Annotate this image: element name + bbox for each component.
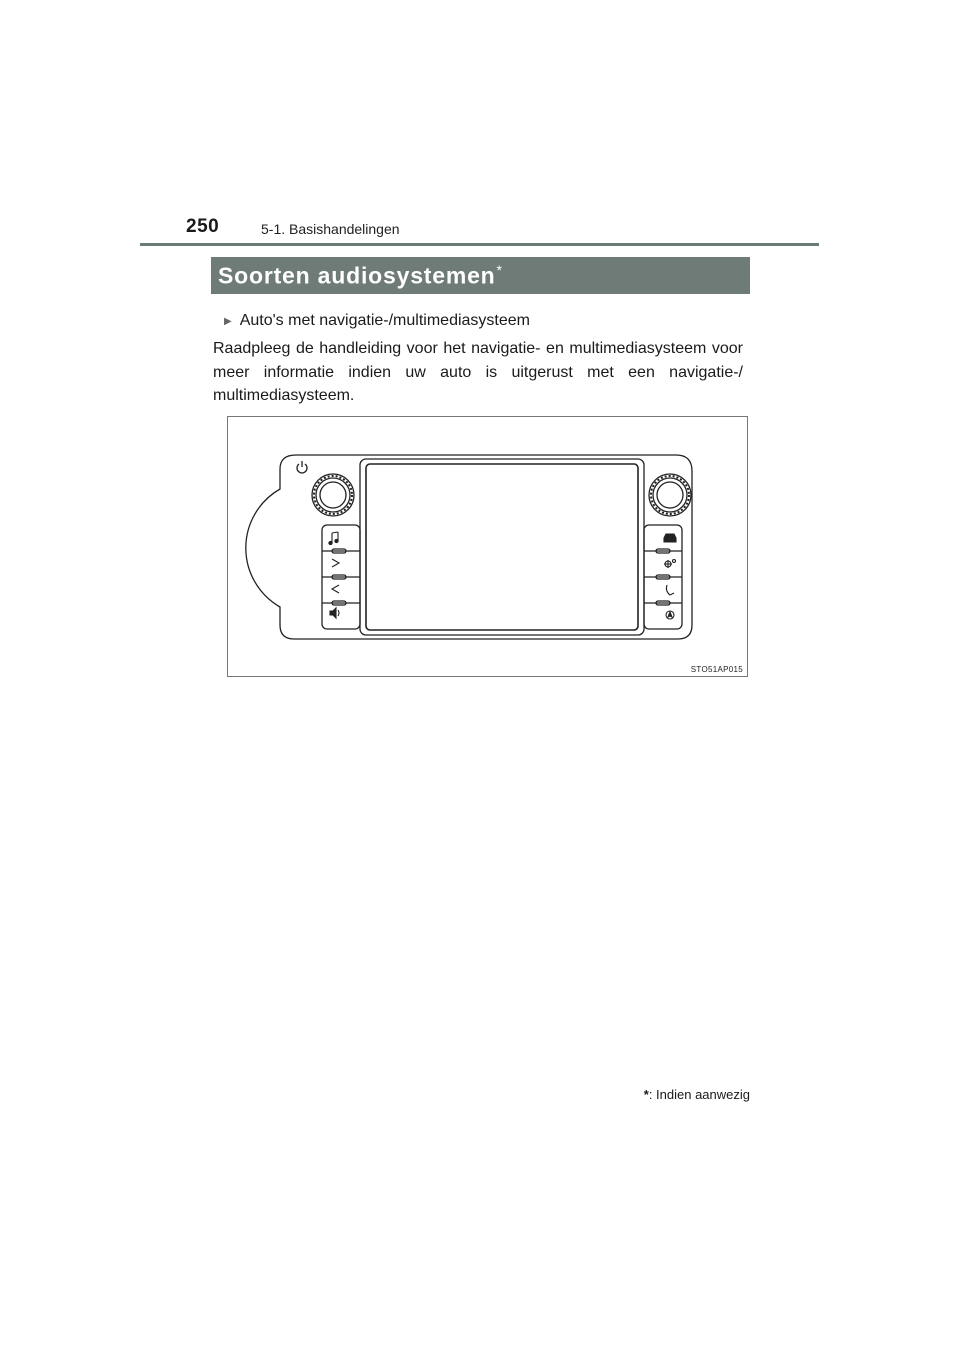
section-title [218,262,503,290]
footnote-mark: * [643,1087,649,1102]
header-rule [140,243,819,246]
bullet-text: Auto's met navigatie-/multimediasysteem [239,312,530,329]
figure-code: STO51AP015 [690,665,743,674]
audio-unit-illustration [228,417,749,678]
section-title-mark: * [496,262,503,278]
bullet-arrow-icon: ▶ [224,315,232,327]
section-path: 5-1. Basishandelingen [261,221,400,237]
volume-knob [312,474,354,516]
navigation-icon [666,611,674,619]
screen [366,464,638,630]
footnote-text: : Indien aanwezig [648,1087,750,1102]
body-paragraph: Raadpleeg de handleiding voor het navigatie- en multimediasysteem voor meer informatie indien uw auto is uitgerust met een navigatie-/ multimediasysteem. [213,340,743,404]
section-title-bar [211,257,750,294]
bullet-item [224,312,530,330]
chevron-left-icon [332,585,339,593]
climate-icon [664,560,676,569]
unit-housing [246,455,692,639]
music-note-icon [329,532,338,545]
footnote [636,1087,750,1102]
section-title-text: Soorten audiosystemen [218,262,496,289]
phone-icon [666,585,674,595]
power-icon [297,461,307,473]
tune-knob [649,474,691,516]
screen-bezel [360,459,644,635]
speaker-icon [330,608,339,618]
page-number: 250 [186,216,220,237]
car-icon [664,534,676,542]
audio-unit-figure [227,416,748,677]
chevron-right-icon [332,559,339,567]
